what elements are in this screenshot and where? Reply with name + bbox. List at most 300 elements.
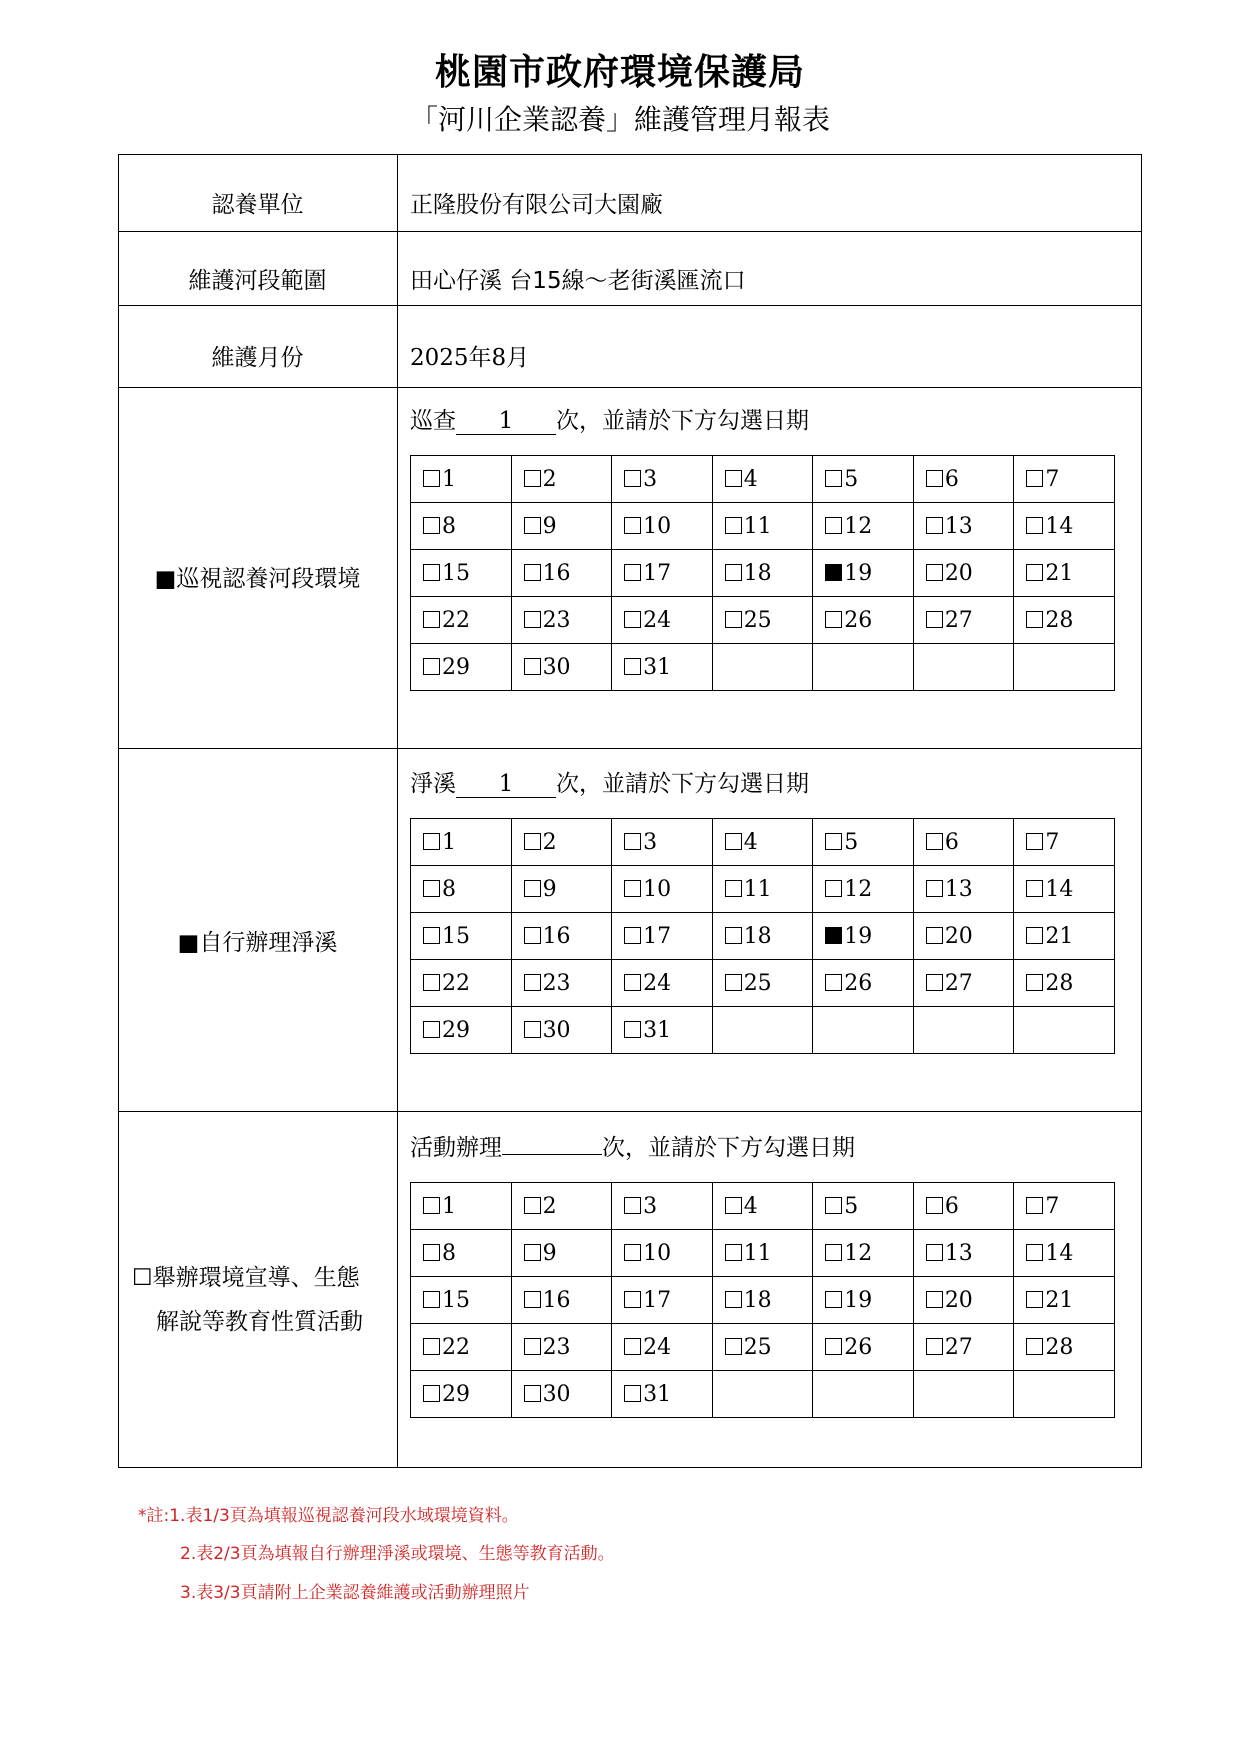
date-label: 23 xyxy=(542,607,571,633)
date-checkbox[interactable] xyxy=(825,1291,842,1308)
date-checkbox[interactable] xyxy=(1026,974,1043,991)
date-label: 2 xyxy=(542,466,557,492)
date-label: 14 xyxy=(1045,876,1074,902)
date-checkbox[interactable] xyxy=(524,1385,541,1402)
date-checkbox[interactable] xyxy=(624,880,641,897)
date-checkbox[interactable] xyxy=(725,880,742,897)
date-cell xyxy=(1014,913,1115,960)
date-cell xyxy=(813,1007,914,1054)
date-grid-row xyxy=(411,866,1115,913)
date-cell xyxy=(712,1324,813,1371)
date-checkbox[interactable] xyxy=(624,517,641,534)
date-checkbox[interactable] xyxy=(624,1021,641,1038)
date-label: 27 xyxy=(944,607,973,633)
date-label: 15 xyxy=(442,1287,470,1313)
date-checkbox[interactable] xyxy=(423,1197,440,1214)
date-cell xyxy=(411,1371,512,1418)
date-cell xyxy=(1014,644,1115,691)
date-checkbox[interactable] xyxy=(624,1197,641,1214)
date-grid-row xyxy=(411,1183,1115,1230)
date-cell xyxy=(511,1324,612,1371)
date-label: 9 xyxy=(542,876,557,902)
date-checkbox[interactable] xyxy=(423,880,440,897)
date-cell xyxy=(411,819,512,866)
activity-date-grid xyxy=(410,1182,1115,1418)
date-checkbox[interactable] xyxy=(1026,1197,1043,1214)
row-divider xyxy=(118,1111,1142,1112)
date-checkbox[interactable] xyxy=(524,880,541,897)
date-cell xyxy=(813,597,914,644)
date-checkbox[interactable] xyxy=(524,470,541,487)
date-label: 6 xyxy=(944,1193,959,1219)
date-cell xyxy=(1014,456,1115,503)
date-label: 5 xyxy=(844,1193,859,1219)
date-checkbox[interactable] xyxy=(423,611,440,628)
date-label: 21 xyxy=(1045,923,1074,949)
date-label: 11 xyxy=(743,876,772,902)
date-label: 26 xyxy=(844,970,873,996)
note-3: 3.表3/3頁請附上企業認養維護或活動辦理照片 xyxy=(180,1583,530,1603)
date-label: 22 xyxy=(442,1334,470,1360)
date-label: 28 xyxy=(1045,1334,1074,1360)
patrol-checkbox[interactable]: ■ xyxy=(154,566,177,592)
date-checkbox[interactable] xyxy=(725,1244,742,1261)
date-cell xyxy=(411,1277,512,1324)
date-checkbox[interactable] xyxy=(926,1338,943,1355)
date-cell xyxy=(511,644,612,691)
date-cell xyxy=(411,960,512,1007)
date-cell xyxy=(712,550,813,597)
month-value: 2025年8月 xyxy=(410,345,530,371)
date-checkbox[interactable] xyxy=(725,470,742,487)
cleanup-section-label: ■自行辦理淨溪 xyxy=(177,930,338,956)
date-cell xyxy=(511,913,612,960)
date-label: 14 xyxy=(1045,513,1074,539)
date-checkbox[interactable] xyxy=(725,1338,742,1355)
date-cell xyxy=(411,644,512,691)
date-checkbox[interactable] xyxy=(725,1197,742,1214)
row-divider xyxy=(118,748,1142,749)
date-label: 22 xyxy=(442,607,470,633)
date-checkbox[interactable] xyxy=(825,1338,842,1355)
date-label: 25 xyxy=(743,1334,772,1360)
date-label: 24 xyxy=(643,970,672,996)
date-cell xyxy=(612,1324,713,1371)
date-checkbox[interactable] xyxy=(926,880,943,897)
date-cell xyxy=(813,866,914,913)
date-label: 19 xyxy=(844,923,873,949)
date-cell xyxy=(712,597,813,644)
date-label: 18 xyxy=(743,923,772,949)
date-checkbox[interactable] xyxy=(1026,833,1043,850)
date-checkbox[interactable] xyxy=(423,833,440,850)
date-label: 16 xyxy=(542,1287,571,1313)
date-grid-row xyxy=(411,1007,1115,1054)
date-label: 4 xyxy=(743,466,758,492)
date-cell xyxy=(1014,1324,1115,1371)
date-checkbox[interactable] xyxy=(725,564,742,581)
date-checkbox[interactable] xyxy=(423,1385,440,1402)
date-label: 7 xyxy=(1045,1193,1060,1219)
date-checkbox[interactable] xyxy=(1026,517,1043,534)
date-cell xyxy=(612,456,713,503)
date-checkbox[interactable] xyxy=(624,974,641,991)
date-checkbox[interactable] xyxy=(725,974,742,991)
date-label: 7 xyxy=(1045,829,1060,855)
date-cell xyxy=(411,1183,512,1230)
date-cell xyxy=(511,866,612,913)
cleanup-count-field[interactable]: 1 xyxy=(456,771,556,798)
date-cell xyxy=(411,456,512,503)
activity-count-prompt: 活動辦理 次，並請於下方勾選日期 xyxy=(410,1135,855,1161)
date-label: 4 xyxy=(743,829,758,855)
date-checkbox[interactable] xyxy=(423,927,440,944)
date-label: 4 xyxy=(743,1193,758,1219)
date-label: 28 xyxy=(1045,607,1074,633)
date-label: 5 xyxy=(844,466,859,492)
date-cell xyxy=(813,960,914,1007)
date-cell xyxy=(813,1277,914,1324)
date-checkbox[interactable] xyxy=(423,1291,440,1308)
date-cell xyxy=(1014,550,1115,597)
date-cell xyxy=(511,597,612,644)
date-label: 18 xyxy=(743,560,772,586)
date-checkbox[interactable] xyxy=(624,927,641,944)
date-checkbox[interactable] xyxy=(926,611,943,628)
date-label: 16 xyxy=(542,923,571,949)
date-checkbox[interactable] xyxy=(624,658,641,675)
date-cell xyxy=(813,644,914,691)
date-label: 25 xyxy=(743,970,772,996)
date-checkbox[interactable] xyxy=(624,1338,641,1355)
date-label: 29 xyxy=(442,1017,470,1043)
form-subtitle: 「河川企業認養」維護管理月報表 xyxy=(409,103,830,136)
date-cell xyxy=(511,819,612,866)
date-cell xyxy=(511,550,612,597)
activity-count-field[interactable] xyxy=(502,1154,602,1155)
date-checkbox[interactable] xyxy=(926,927,943,944)
date-label: 21 xyxy=(1045,560,1074,586)
date-cell xyxy=(913,960,1014,1007)
date-label: 1 xyxy=(442,466,456,492)
date-checkbox[interactable] xyxy=(1026,880,1043,897)
date-label: 13 xyxy=(944,513,973,539)
date-checkbox[interactable] xyxy=(624,1385,641,1402)
date-cell xyxy=(411,1230,512,1277)
date-checkbox[interactable] xyxy=(825,974,842,991)
date-cell xyxy=(612,503,713,550)
date-checkbox[interactable] xyxy=(926,833,943,850)
date-grid-row xyxy=(411,913,1115,960)
date-checkbox[interactable] xyxy=(1026,927,1043,944)
date-checkbox[interactable] xyxy=(725,517,742,534)
date-label: 10 xyxy=(643,513,672,539)
date-checkbox[interactable] xyxy=(926,1244,943,1261)
date-label: 6 xyxy=(944,466,959,492)
date-grid-row xyxy=(411,960,1115,1007)
note-2: 2.表2/3頁為填報自行辦理淨溪或環境、生態等教育活動。 xyxy=(180,1544,615,1564)
date-cell xyxy=(813,1183,914,1230)
date-checkbox[interactable] xyxy=(423,1021,440,1038)
date-cell xyxy=(913,456,1014,503)
date-checkbox[interactable] xyxy=(524,1197,541,1214)
date-cell xyxy=(1014,866,1115,913)
date-checkbox[interactable] xyxy=(423,1338,440,1355)
date-cell xyxy=(1014,1230,1115,1277)
note-1: *註:1.表1/3頁為填報巡視認養河段水域環境資料。 xyxy=(138,1506,519,1526)
date-checkbox[interactable] xyxy=(423,658,440,675)
date-checkbox[interactable] xyxy=(825,833,842,850)
date-checkbox[interactable] xyxy=(423,470,440,487)
date-checkbox[interactable] xyxy=(524,974,541,991)
date-checkbox[interactable] xyxy=(524,833,541,850)
date-cell xyxy=(712,1230,813,1277)
date-label: 20 xyxy=(944,1287,973,1313)
date-cell xyxy=(913,819,1014,866)
date-checkbox[interactable] xyxy=(926,517,943,534)
date-checkbox[interactable] xyxy=(825,517,842,534)
date-grid-row xyxy=(411,456,1115,503)
date-cell xyxy=(913,550,1014,597)
date-cell xyxy=(1014,960,1115,1007)
date-checkbox[interactable] xyxy=(624,470,641,487)
date-cell xyxy=(712,1007,813,1054)
date-cell xyxy=(612,1183,713,1230)
patrol-count-prompt: 巡查 1 次，並請於下方勾選日期 xyxy=(410,408,809,434)
date-checkbox[interactable] xyxy=(1026,470,1043,487)
date-label: 12 xyxy=(844,876,873,902)
date-checkbox[interactable] xyxy=(624,1291,641,1308)
date-cell xyxy=(411,503,512,550)
date-grid-row xyxy=(411,1230,1115,1277)
date-cell xyxy=(1014,1183,1115,1230)
date-label: 29 xyxy=(442,1381,470,1407)
date-grid-row xyxy=(411,819,1115,866)
date-cell xyxy=(913,1183,1014,1230)
date-checkbox[interactable] xyxy=(926,470,943,487)
form-title: 桃園市政府環境保護局 xyxy=(434,52,805,93)
date-checkbox[interactable] xyxy=(825,564,842,581)
date-checkbox[interactable] xyxy=(423,1244,440,1261)
date-checkbox[interactable] xyxy=(624,611,641,628)
date-label: 12 xyxy=(844,1240,873,1266)
date-cell xyxy=(1014,1007,1115,1054)
date-checkbox[interactable] xyxy=(423,517,440,534)
date-label: 6 xyxy=(944,829,959,855)
date-cell xyxy=(913,913,1014,960)
date-cell xyxy=(411,550,512,597)
date-cell xyxy=(511,1371,612,1418)
date-checkbox[interactable] xyxy=(524,1244,541,1261)
date-label: 20 xyxy=(944,923,973,949)
date-label: 17 xyxy=(643,1287,672,1313)
adopter-unit-value: 正隆股份有限公司大園廠 xyxy=(410,192,663,218)
date-checkbox[interactable] xyxy=(825,1244,842,1261)
date-cell xyxy=(612,913,713,960)
date-grid-row xyxy=(411,550,1115,597)
date-checkbox[interactable] xyxy=(1026,1338,1043,1355)
date-cell xyxy=(511,1277,612,1324)
date-checkbox[interactable] xyxy=(825,880,842,897)
date-label: 3 xyxy=(643,466,658,492)
date-checkbox[interactable] xyxy=(926,1291,943,1308)
date-cell xyxy=(612,1007,713,1054)
date-checkbox[interactable] xyxy=(926,564,943,581)
date-checkbox[interactable] xyxy=(624,833,641,850)
date-grid-row xyxy=(411,1371,1115,1418)
date-label: 11 xyxy=(743,1240,772,1266)
patrol-count-field[interactable]: 1 xyxy=(456,408,556,435)
date-checkbox[interactable] xyxy=(524,1291,541,1308)
date-checkbox[interactable] xyxy=(725,833,742,850)
date-cell xyxy=(813,1324,914,1371)
date-label: 12 xyxy=(844,513,873,539)
row-divider xyxy=(118,387,1142,388)
date-label: 1 xyxy=(442,1193,456,1219)
date-label: 19 xyxy=(844,560,873,586)
date-checkbox[interactable] xyxy=(725,927,742,944)
date-label: 31 xyxy=(643,1381,672,1407)
date-cell xyxy=(712,503,813,550)
date-label: 21 xyxy=(1045,1287,1074,1313)
date-cell xyxy=(511,1007,612,1054)
date-label: 9 xyxy=(542,513,557,539)
date-checkbox[interactable] xyxy=(524,1021,541,1038)
date-label: 16 xyxy=(542,560,571,586)
date-grid-row xyxy=(411,644,1115,691)
date-cell xyxy=(411,866,512,913)
date-checkbox[interactable] xyxy=(825,927,842,944)
date-cell xyxy=(913,1277,1014,1324)
date-label: 10 xyxy=(643,876,672,902)
patrol-date-grid xyxy=(410,455,1115,691)
date-cell xyxy=(813,456,914,503)
date-label: 2 xyxy=(542,1193,557,1219)
date-checkbox[interactable] xyxy=(1026,1291,1043,1308)
date-cell xyxy=(813,819,914,866)
date-label: 28 xyxy=(1045,970,1074,996)
date-cell xyxy=(913,866,1014,913)
date-cell xyxy=(712,1183,813,1230)
date-checkbox[interactable] xyxy=(1026,564,1043,581)
date-label: 3 xyxy=(643,829,658,855)
date-label: 31 xyxy=(643,654,672,680)
date-checkbox[interactable] xyxy=(524,1338,541,1355)
date-checkbox[interactable] xyxy=(524,611,541,628)
date-checkbox[interactable] xyxy=(524,927,541,944)
activity-checkbox[interactable]: ☐ xyxy=(132,1265,153,1291)
date-label: 23 xyxy=(542,1334,571,1360)
date-cell xyxy=(813,503,914,550)
date-label: 31 xyxy=(643,1017,672,1043)
date-checkbox[interactable] xyxy=(1026,1244,1043,1261)
date-grid-row xyxy=(411,1277,1115,1324)
date-cell xyxy=(813,1371,914,1418)
date-checkbox[interactable] xyxy=(825,611,842,628)
date-checkbox[interactable] xyxy=(926,974,943,991)
date-cell xyxy=(913,597,1014,644)
date-checkbox[interactable] xyxy=(926,1197,943,1214)
date-cell xyxy=(813,550,914,597)
date-cell xyxy=(612,550,713,597)
date-label: 13 xyxy=(944,876,973,902)
date-label: 29 xyxy=(442,654,470,680)
date-grid-row xyxy=(411,1324,1115,1371)
date-checkbox[interactable] xyxy=(1026,611,1043,628)
patrol-section-label: ■巡視認養河段環境 xyxy=(154,566,361,592)
date-cell xyxy=(511,503,612,550)
date-label: 13 xyxy=(944,1240,973,1266)
date-cell xyxy=(813,913,914,960)
date-cell xyxy=(612,1230,713,1277)
date-label: 22 xyxy=(442,970,470,996)
date-label: 10 xyxy=(643,1240,672,1266)
date-label: 18 xyxy=(743,1287,772,1313)
date-label: 23 xyxy=(542,970,571,996)
date-label: 30 xyxy=(542,654,571,680)
date-checkbox[interactable] xyxy=(524,517,541,534)
date-checkbox[interactable] xyxy=(524,658,541,675)
date-cell xyxy=(913,1230,1014,1277)
date-label: 2 xyxy=(542,829,557,855)
date-cell xyxy=(913,1371,1014,1418)
river-range-label: 維護河段範圍 xyxy=(188,268,327,294)
date-label: 1 xyxy=(442,829,456,855)
row-divider xyxy=(118,305,1142,306)
date-checkbox[interactable] xyxy=(825,1197,842,1214)
date-cell xyxy=(511,1183,612,1230)
date-label: 15 xyxy=(442,560,470,586)
date-label: 27 xyxy=(944,970,973,996)
date-label: 7 xyxy=(1045,466,1060,492)
date-grid-row xyxy=(411,597,1115,644)
date-label: 14 xyxy=(1045,1240,1074,1266)
date-cell xyxy=(411,1324,512,1371)
date-label: 20 xyxy=(944,560,973,586)
date-checkbox[interactable] xyxy=(423,974,440,991)
activity-section-label: ☐舉辦環境宣導、生態 解說等教育性質活動 xyxy=(132,1265,363,1335)
date-cell xyxy=(612,866,713,913)
date-cell xyxy=(411,913,512,960)
date-cell xyxy=(511,960,612,1007)
date-label: 8 xyxy=(442,513,456,539)
date-checkbox[interactable] xyxy=(624,1244,641,1261)
date-cell xyxy=(612,819,713,866)
date-label: 24 xyxy=(643,607,672,633)
date-checkbox[interactable] xyxy=(725,611,742,628)
date-cell xyxy=(612,960,713,1007)
date-checkbox[interactable] xyxy=(725,1291,742,1308)
date-checkbox[interactable] xyxy=(825,470,842,487)
date-cell xyxy=(1014,819,1115,866)
date-label: 17 xyxy=(643,560,672,586)
date-label: 8 xyxy=(442,1240,456,1266)
date-label: 9 xyxy=(542,1240,557,1266)
cleanup-checkbox[interactable]: ■ xyxy=(177,930,200,956)
date-cell xyxy=(612,1371,713,1418)
date-cell xyxy=(712,960,813,1007)
date-checkbox[interactable] xyxy=(624,564,641,581)
date-cell xyxy=(511,1230,612,1277)
date-checkbox[interactable] xyxy=(423,564,440,581)
date-label: 17 xyxy=(643,923,672,949)
date-label: 5 xyxy=(844,829,859,855)
date-label: 27 xyxy=(944,1334,973,1360)
date-checkbox[interactable] xyxy=(524,564,541,581)
date-label: 19 xyxy=(844,1287,873,1313)
date-cell xyxy=(712,866,813,913)
date-label: 3 xyxy=(643,1193,658,1219)
